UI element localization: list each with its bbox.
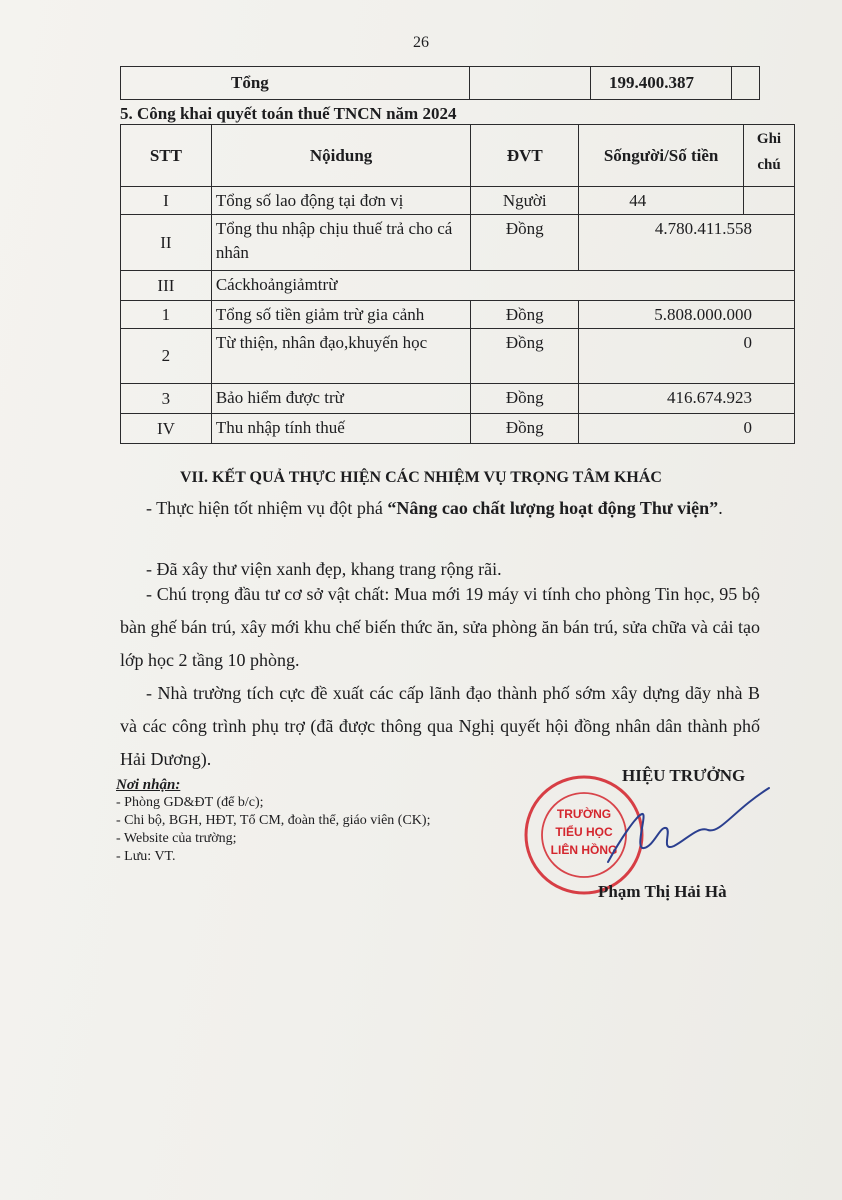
row-value: 0 [579,414,795,444]
row-unit: Đồng [471,215,579,271]
row-value: 416.674.923 [579,384,795,414]
row-stt: II [121,215,212,271]
header-stt: STT [121,125,212,187]
recipient-item: - Lưu: VT. [116,849,176,864]
table-row [121,67,760,100]
row-unit: Đồng [471,384,579,414]
header-unit: ĐVT [471,125,579,187]
header-content: Nộidung [211,125,471,187]
row-value: 0 [579,329,795,384]
row-content: Từ thiện, nhân đạo,khuyến học [211,329,471,384]
row-content: Tổng số tiền giảm trừ gia cảnh [211,301,471,329]
paragraph-breakthrough-task [120,492,760,525]
row-stt: IV [121,414,212,444]
stamp-line-1: TRƯỜNG [556,807,612,821]
table-row [121,414,795,444]
row-unit: Đồng [471,301,579,329]
section5-heading: 5. Công khai quyết toán thuế TNCN năm 2024 [120,104,457,123]
total-label: Tổng [121,67,470,100]
signer-name: Phạm Thị Hải Hà [598,882,727,901]
table-row [121,187,795,215]
stamp-line-2: TIỂU HỌC [555,825,613,839]
table-row [121,301,795,329]
row-unit: Người [471,187,579,215]
row-note [744,187,795,215]
signature-stroke [608,788,769,862]
recipient-item: - Chi bộ, BGH, HĐT, Tổ CM, đoàn thể, giáo viên (CK); [116,813,431,828]
empty-cell [732,67,760,100]
paragraph-facilities: - Chú trọng đầu tư cơ sở vật chất: Mua mới 19 máy vi tính cho phòng Tin học, 95 bộ bàn ghế bán trú, xây mới khu chế biến thức ăn, sửa phòng ăn bán trú, sửa chữa và cải tạo lớp học 2 tầng 10 phòng. [120,584,760,670]
row-stt: III [121,271,212,301]
table-row [121,329,795,384]
recipients-title: Nơi nhận: [116,777,181,793]
paragraph-library: - Đã xây thư viện xanh đẹp, khang trang rộng rãi. [146,559,502,579]
table-row [121,384,795,414]
row-content: Thu nhập tính thuế [211,414,471,444]
header-value: Sốngười/Số tiền [579,125,744,187]
row-content: Tổng thu nhập chịu thuế trả cho cá nhân [211,215,471,271]
row-stt: 3 [121,384,212,414]
recipients-block [116,776,430,866]
row-unit: Đồng [471,329,579,384]
stamp-line-3: LIÊN HỒNG [550,843,618,857]
signature-title: HIỆU TRƯỞNG [622,766,746,785]
table-row [121,271,795,301]
page-number: 26 [413,34,429,51]
row-value: 5.808.000.000 [579,301,795,329]
paragraph-bold-text: “Nâng cao chất lượng hoạt động Thư viện” [387,498,719,518]
row-stt: 1 [121,301,212,329]
total-row-table [120,66,760,100]
row-value: 44 [579,187,744,215]
row-content: Bảo hiểm được trừ [211,384,471,414]
row-content: Tổng số lao động tại đơn vị [211,187,471,215]
section7-heading: VII. KẾT QUẢ THỰC HIỆN CÁC NHIỆM VỤ TRỌNG TÂM KHÁC [180,469,662,486]
table-row [121,215,795,271]
row-unit: Đồng [471,414,579,444]
recipient-item: - Website của trường; [116,831,237,846]
row-stt: 2 [121,329,212,384]
paragraph-proposal: - Nhà trường tích cực đề xuất các cấp lãnh đạo thành phố sớm xây dựng dãy nhà B và các công trình phụ trợ (đã được thông qua Nghị quyết hội đồng nhân dân thành phố Hải Dương). [120,683,760,769]
row-value: 4.780.411.558 [579,215,795,271]
header-note: Ghi chú [744,125,795,187]
row-stt: I [121,187,212,215]
paragraph-text: . [718,498,723,518]
empty-cell [470,67,591,100]
row-content: Cáckhoảngiảmtrừ [211,271,794,301]
total-value: 199.400.387 [591,67,732,100]
tax-settlement-table [120,124,795,444]
paragraph-text: - Thực hiện tốt nhiệm vụ đột phá [146,498,388,518]
table-header-row [121,125,795,187]
recipient-item: - Phòng GD&ĐT (để b/c); [116,795,264,810]
